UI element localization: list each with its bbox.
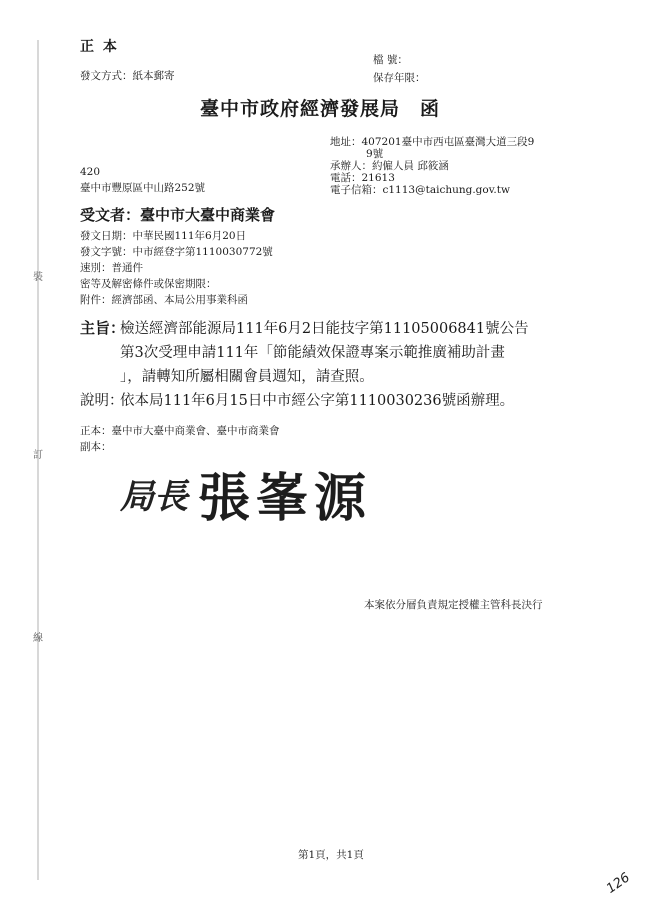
sender-address-cont: 9號 xyxy=(366,148,384,160)
director-signature xyxy=(120,450,420,540)
sender-address: 地址：407201臺中市西屯區臺灣大道三段9 xyxy=(330,136,535,148)
file-number-label: 檔 號： xyxy=(373,54,408,66)
binding-mark-ding: 訂 xyxy=(33,450,43,461)
recipient: 受文者：臺中市大臺中商業會 xyxy=(80,206,276,224)
attachment: 附件：經濟部函、本局公用事業科函 xyxy=(80,294,248,306)
contact-person: 承辦人：約僱人員 邱筱涵 xyxy=(330,160,449,172)
handwritten-page-number: 126 xyxy=(603,870,633,897)
explanation-label: 說明： xyxy=(80,393,124,409)
send-method: 發文方式：紙本郵寄 xyxy=(80,70,175,82)
secrecy-level: 密等及解密條件或保密期限： xyxy=(80,278,217,290)
copy-recipients: 副本： xyxy=(80,441,112,453)
copy-type-label: 正 本 xyxy=(80,39,119,55)
subject-line-3: 」，請轉知所屬相關會員週知，請查照。 xyxy=(120,369,374,385)
binding-mark-zhuang: 裝 xyxy=(33,272,43,283)
subject-line-1: 檢送經濟部能源局111年6月2日能技字第11105006841號公告 xyxy=(120,321,529,337)
subject-label: 主旨： xyxy=(80,319,126,337)
signature-name: 張峯源 xyxy=(198,468,373,529)
explanation-text: 依本局111年6月15日中市經公字第1110030236號函辦理。 xyxy=(120,393,515,409)
binding-mark-xian: 線 xyxy=(33,633,43,644)
delegation-note: 本案依分層負責規定授權主管科長決行 xyxy=(364,599,543,611)
retention-label: 保存年限： xyxy=(373,72,426,84)
document-number: 發文字號：中市經登字第1110030772號 xyxy=(80,246,273,258)
signature-title: 局長 xyxy=(120,477,188,517)
contact-phone: 電話：21613 xyxy=(330,172,395,184)
recipient-address: 臺中市豐原區中山路252號 xyxy=(80,182,206,194)
delivery-speed: 速別：普通件 xyxy=(80,262,143,274)
issue-date: 發文日期：中華民國111年6月20日 xyxy=(80,230,247,242)
page-number: 第1頁，共1頁 xyxy=(298,849,364,861)
original-recipients: 正本：臺中市大臺中商業會、臺中市商業會 xyxy=(80,425,280,437)
recipient-zip: 420 xyxy=(80,166,101,178)
contact-email: 電子信箱：c1113@taichung.gov.tw xyxy=(330,184,510,196)
document-title: 臺中市政府經濟發展局 函 xyxy=(200,98,441,120)
subject-line-2: 第3次受理申請111年「節能績效保證專案示範推廣補助計畫 xyxy=(120,345,505,361)
signature-image xyxy=(120,450,420,540)
